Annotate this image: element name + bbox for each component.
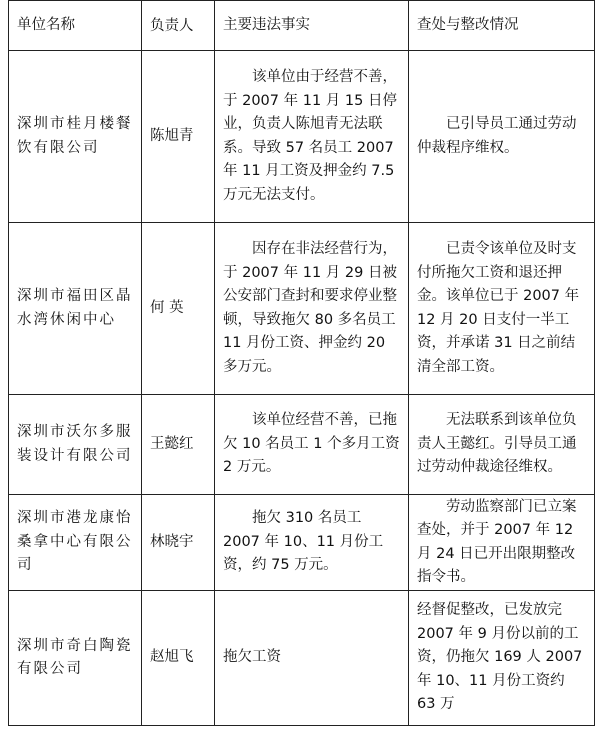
unit-name: 深圳市奇白陶瓷有限公司 — [9, 591, 142, 726]
header-facts: 主要违法事实 — [215, 1, 409, 51]
handling-result — [409, 591, 595, 726]
header-person: 负责人 — [142, 1, 215, 51]
handling-result-text: 无法联系到该单位负责人王懿红。引导员工通过劳动仲裁途径维权。 — [417, 412, 577, 476]
person-name: 林晓宇 — [142, 495, 215, 591]
table-row — [9, 591, 595, 726]
table-row — [9, 51, 595, 223]
person-name: 陈旭青 — [142, 51, 215, 223]
violation-table — [8, 0, 595, 726]
handling-result — [409, 395, 595, 495]
violation-facts-text: 该单位经营不善，已拖欠 10 名员工 1 个多月工资 2 万元。 — [223, 412, 400, 476]
violation-facts — [215, 223, 409, 395]
person-name: 王懿红 — [142, 395, 215, 495]
table-row — [9, 495, 595, 591]
unit-name: 深圳市沃尔多服装设计有限公司 — [9, 395, 142, 495]
handling-result-text: 经督促整改，已发放完 2007 年 9 月份以前的工资，仍拖欠 169 人 2007 年 10、11 月份工资约 63 万 — [417, 602, 583, 713]
person-name: 赵旭飞 — [142, 591, 215, 726]
violation-facts-text: 拖欠 310 名员工 2007 年 10、11 月份工资，约 75 万元。 — [223, 510, 384, 574]
violation-facts-text: 拖欠工资 — [223, 649, 281, 666]
handling-result — [409, 495, 595, 591]
violation-facts-text: 因存在非法经营行为，于 2007 年 11 月 29 日被公安部门查封和要求停业整顿，导致拖欠 80 多名员工 11 月份工资、押金约 20 多万元。 — [223, 241, 397, 375]
table-header-row — [9, 1, 595, 51]
handling-result-text: 已引导员工通过劳动仲裁程序维权。 — [417, 116, 577, 156]
header-unit: 单位名称 — [9, 1, 142, 51]
violation-facts — [215, 395, 409, 495]
handling-result-text: 已责令该单位及时支付所拖欠工资和退还押金。该单位已于 2007 年 12 月 20 日支付一半工资，并承诺 31 日之前结清全部工资。 — [417, 241, 580, 375]
unit-name: 深圳市福田区晶水湾休闲中心 — [9, 223, 142, 395]
table-row — [9, 223, 595, 395]
violation-facts — [215, 51, 409, 223]
person-name: 何 英 — [142, 223, 215, 395]
handling-result — [409, 51, 595, 223]
violation-facts — [215, 591, 409, 726]
handling-result-text: 劳动监察部门已立案查处，并于 2007 年 12 月 24 日已开出限期整改指令书。 — [417, 498, 577, 585]
unit-name: 深圳市港龙康怡桑拿中心有限公司 — [9, 495, 142, 591]
violation-facts — [215, 495, 409, 591]
handling-result — [409, 223, 595, 395]
header-result: 查处与整改情况 — [409, 1, 595, 51]
violation-facts-text: 该单位由于经营不善，于 2007 年 11 月 15 日停业，负责人陈旭青无法联系。导致 57 名员工 2007 年 11 月工资及押金约 7.5 万元无法支付。 — [223, 69, 397, 203]
table-row — [9, 395, 595, 495]
unit-name: 深圳市桂月楼餐饮有限公司 — [9, 51, 142, 223]
